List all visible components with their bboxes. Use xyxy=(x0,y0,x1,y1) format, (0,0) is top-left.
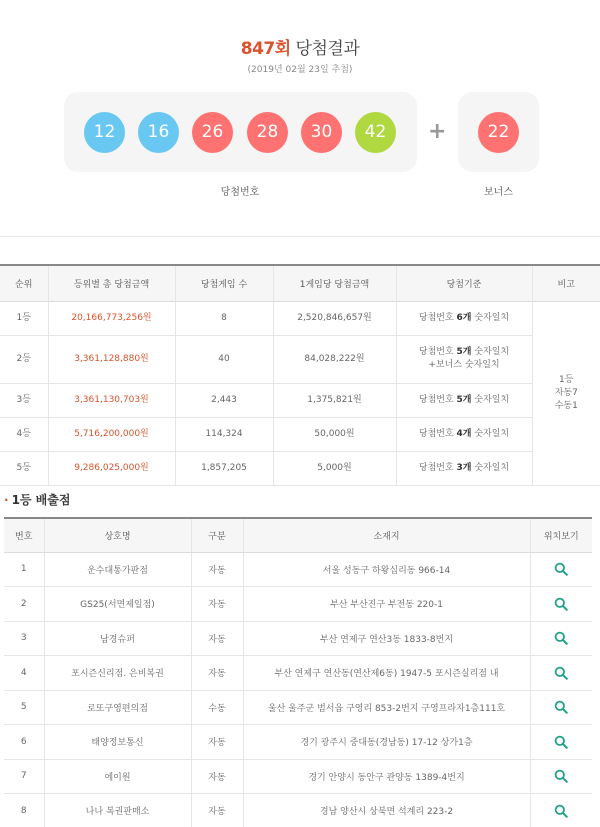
table-row xyxy=(4,690,592,725)
total-prize-cell: 5,716,200,000원 xyxy=(48,417,175,451)
prize-per-game-cell: 84,028,222원 xyxy=(273,335,396,383)
table-row xyxy=(0,301,600,335)
rank-table-header xyxy=(0,265,600,301)
view-location-button[interactable] xyxy=(530,725,592,760)
magnifier-icon[interactable] xyxy=(554,666,568,680)
rank-cell: 1등 xyxy=(0,301,48,335)
shop-no-cell: 1 xyxy=(4,552,44,587)
header-total-prize: 등위별 총 당첨금액 xyxy=(48,265,175,301)
shop-address-cell: 서울 성동구 하왕십리동 966-14 xyxy=(243,552,530,587)
winning-games-cell: 8 xyxy=(175,301,273,335)
criteria-bonus-line: +보너스 숫자일치 xyxy=(428,360,500,370)
remark-line: 자동7 xyxy=(554,387,578,398)
shop-name-cell: 남경슈퍼 xyxy=(44,621,191,656)
prize-per-game-cell: 5,000원 xyxy=(273,451,396,485)
criteria-cell xyxy=(396,383,532,417)
draw-date: (2019년 02월 23일 추첨) xyxy=(247,65,353,75)
section-divider xyxy=(0,236,600,237)
shop-name-cell: 나나 복권판매소 xyxy=(44,794,191,827)
shop-type-cell: 자동 xyxy=(191,656,243,691)
criteria-count: 4개 xyxy=(456,428,472,439)
winning-games-cell: 114,324 xyxy=(175,417,273,451)
criteria-prefix: 당첨번호 xyxy=(418,347,457,357)
header-no: 번호 xyxy=(4,518,44,552)
bonus-number-panel xyxy=(458,92,539,172)
header-prize-per-game: 1게임당 당첨금액 xyxy=(273,265,396,301)
shop-table-header xyxy=(4,518,592,552)
shop-type-cell: 자동 xyxy=(191,587,243,622)
table-row xyxy=(4,794,592,827)
table-row xyxy=(0,417,600,451)
winning-numbers-label: 당첨번호 xyxy=(220,187,260,198)
shop-address-cell: 부산 연제구 연산3동 1833-8번지 xyxy=(243,621,530,656)
table-row xyxy=(4,552,592,587)
magnifier-icon[interactable] xyxy=(554,769,568,783)
criteria-suffix: 숫자일치 xyxy=(471,394,510,405)
table-row xyxy=(0,335,600,383)
header-view-location: 위치보기 xyxy=(530,518,592,552)
total-prize-cell: 3,361,128,880원 xyxy=(48,335,175,383)
shop-no-cell: 6 xyxy=(4,725,44,760)
magnifier-icon[interactable] xyxy=(554,735,568,749)
winning-ball-2: 16 xyxy=(138,112,179,153)
title-suffix: 당첨결과 xyxy=(290,39,360,59)
remark-cell xyxy=(532,301,600,485)
criteria-prefix: 당첨번호 xyxy=(418,394,457,405)
criteria-count: 5개 xyxy=(456,347,472,357)
view-location-button[interactable] xyxy=(530,690,592,725)
criteria-suffix: 숫자일치 xyxy=(471,462,510,473)
table-row xyxy=(4,759,592,794)
criteria-cell xyxy=(396,301,532,335)
header-address: 소재지 xyxy=(243,518,530,552)
criteria-suffix: 숫자일치 xyxy=(471,428,510,439)
shop-type-cell: 자동 xyxy=(191,725,243,760)
shop-name-cell: GS25(서면제일점) xyxy=(44,587,191,622)
rank-cell: 4등 xyxy=(0,417,48,451)
criteria-prefix: 당첨번호 xyxy=(418,462,457,473)
rank-cell: 5등 xyxy=(0,451,48,485)
criteria-cell xyxy=(396,451,532,485)
winning-ball-6: 42 xyxy=(355,112,396,153)
magnifier-icon[interactable] xyxy=(554,804,568,818)
shop-address-cell: 경기 광주시 중대동(경남동) 17-12 상가1층 xyxy=(243,725,530,760)
shop-type-cell: 자동 xyxy=(191,621,243,656)
magnifier-icon[interactable] xyxy=(554,562,568,576)
table-row xyxy=(4,621,592,656)
header-remark: 비고 xyxy=(532,265,600,301)
rank-cell: 3등 xyxy=(0,383,48,417)
header-winning-games: 당첨게임 수 xyxy=(175,265,273,301)
table-row xyxy=(0,383,600,417)
magnifier-icon[interactable] xyxy=(554,700,568,714)
table-row xyxy=(4,656,592,691)
shop-no-cell: 2 xyxy=(4,587,44,622)
view-location-button[interactable] xyxy=(530,621,592,656)
winning-ball-3: 26 xyxy=(192,112,233,153)
shop-name-cell: 에이원 xyxy=(44,759,191,794)
view-location-button[interactable] xyxy=(530,794,592,827)
shop-address-cell: 경남 양산시 상북면 석계리 223-2 xyxy=(243,794,530,827)
section-title-text: 1등 배출점 xyxy=(11,493,71,507)
header-type: 구분 xyxy=(191,518,243,552)
round-number: 847회 xyxy=(240,39,291,59)
shop-type-cell: 수동 xyxy=(191,690,243,725)
view-location-button[interactable] xyxy=(530,552,592,587)
view-location-button[interactable] xyxy=(530,759,592,794)
criteria-prefix: 당첨번호 xyxy=(418,312,457,323)
criteria-count: 3개 xyxy=(456,462,472,473)
section-title-first-prize-shops: · 1등 배출점 xyxy=(4,493,71,507)
total-prize-cell: 20,166,773,256원 xyxy=(48,301,175,335)
criteria-suffix: 숫자일치 xyxy=(471,312,510,323)
shop-name-cell: 포시즌신리점. 은비복권 xyxy=(44,656,191,691)
magnifier-icon[interactable] xyxy=(554,631,568,645)
shop-no-cell: 7 xyxy=(4,759,44,794)
table-row xyxy=(4,725,592,760)
magnifier-icon[interactable] xyxy=(554,597,568,611)
criteria-count: 5개 xyxy=(456,394,472,405)
header-rank: 순위 xyxy=(0,265,48,301)
criteria-cell xyxy=(396,417,532,451)
view-location-button[interactable] xyxy=(530,656,592,691)
shop-name-cell: 로또구영편의점 xyxy=(44,690,191,725)
table-row xyxy=(4,587,592,622)
shop-type-cell: 자동 xyxy=(191,759,243,794)
criteria-prefix: 당첨번호 xyxy=(418,428,457,439)
total-prize-cell: 9,286,025,000원 xyxy=(48,451,175,485)
plus-sign: + xyxy=(428,119,447,144)
view-location-button[interactable] xyxy=(530,587,592,622)
winning-ball-1: 12 xyxy=(84,112,125,153)
header-criteria: 당첨기준 xyxy=(396,265,532,301)
shop-no-cell: 3 xyxy=(4,621,44,656)
prize-per-game-cell: 2,520,846,657원 xyxy=(273,301,396,335)
remark-line: 1등 xyxy=(559,374,574,385)
prize-per-game-cell: 1,375,821원 xyxy=(273,383,396,417)
winning-games-cell: 1,857,205 xyxy=(175,451,273,485)
bonus-ball: 22 xyxy=(478,112,519,153)
criteria-suffix: 숫자일치 xyxy=(471,347,510,357)
winning-games-cell: 40 xyxy=(175,335,273,383)
shop-address-cell: 경기 안양시 동안구 관양동 1389-4번지 xyxy=(243,759,530,794)
prize-rank-table xyxy=(0,264,600,486)
first-prize-shop-table xyxy=(4,517,592,827)
remark-line: 수동1 xyxy=(554,400,578,411)
winning-numbers-panel xyxy=(64,92,417,172)
shop-name-cell: 태양정보통신 xyxy=(44,725,191,760)
shop-address-cell: 부산 부산진구 부전동 220-1 xyxy=(243,587,530,622)
shop-address-cell: 울산 울주군 범서읍 구영리 853-2번지 구영프라자1층111호 xyxy=(243,690,530,725)
criteria-count: 6개 xyxy=(456,312,472,323)
total-prize-cell: 3,361,130,703원 xyxy=(48,383,175,417)
criteria-cell xyxy=(396,335,532,383)
table-row xyxy=(0,451,600,485)
bonus-label: 보너스 xyxy=(484,187,513,198)
shop-type-cell: 자동 xyxy=(191,552,243,587)
winning-games-cell: 2,443 xyxy=(175,383,273,417)
winning-ball-4: 28 xyxy=(247,112,288,153)
shop-no-cell: 8 xyxy=(4,794,44,827)
shop-no-cell: 4 xyxy=(4,656,44,691)
shop-no-cell: 5 xyxy=(4,690,44,725)
prize-per-game-cell: 50,000원 xyxy=(273,417,396,451)
winning-ball-5: 30 xyxy=(301,112,342,153)
shop-name-cell: 운수대통가판점 xyxy=(44,552,191,587)
shop-type-cell: 자동 xyxy=(191,794,243,827)
header-shop-name: 상호명 xyxy=(44,518,191,552)
shop-address-cell: 부산 연제구 연산동(연산제6동) 1947-5 포시즌실리점 내 xyxy=(243,656,530,691)
page-title xyxy=(0,34,600,59)
rank-cell: 2등 xyxy=(0,335,48,383)
